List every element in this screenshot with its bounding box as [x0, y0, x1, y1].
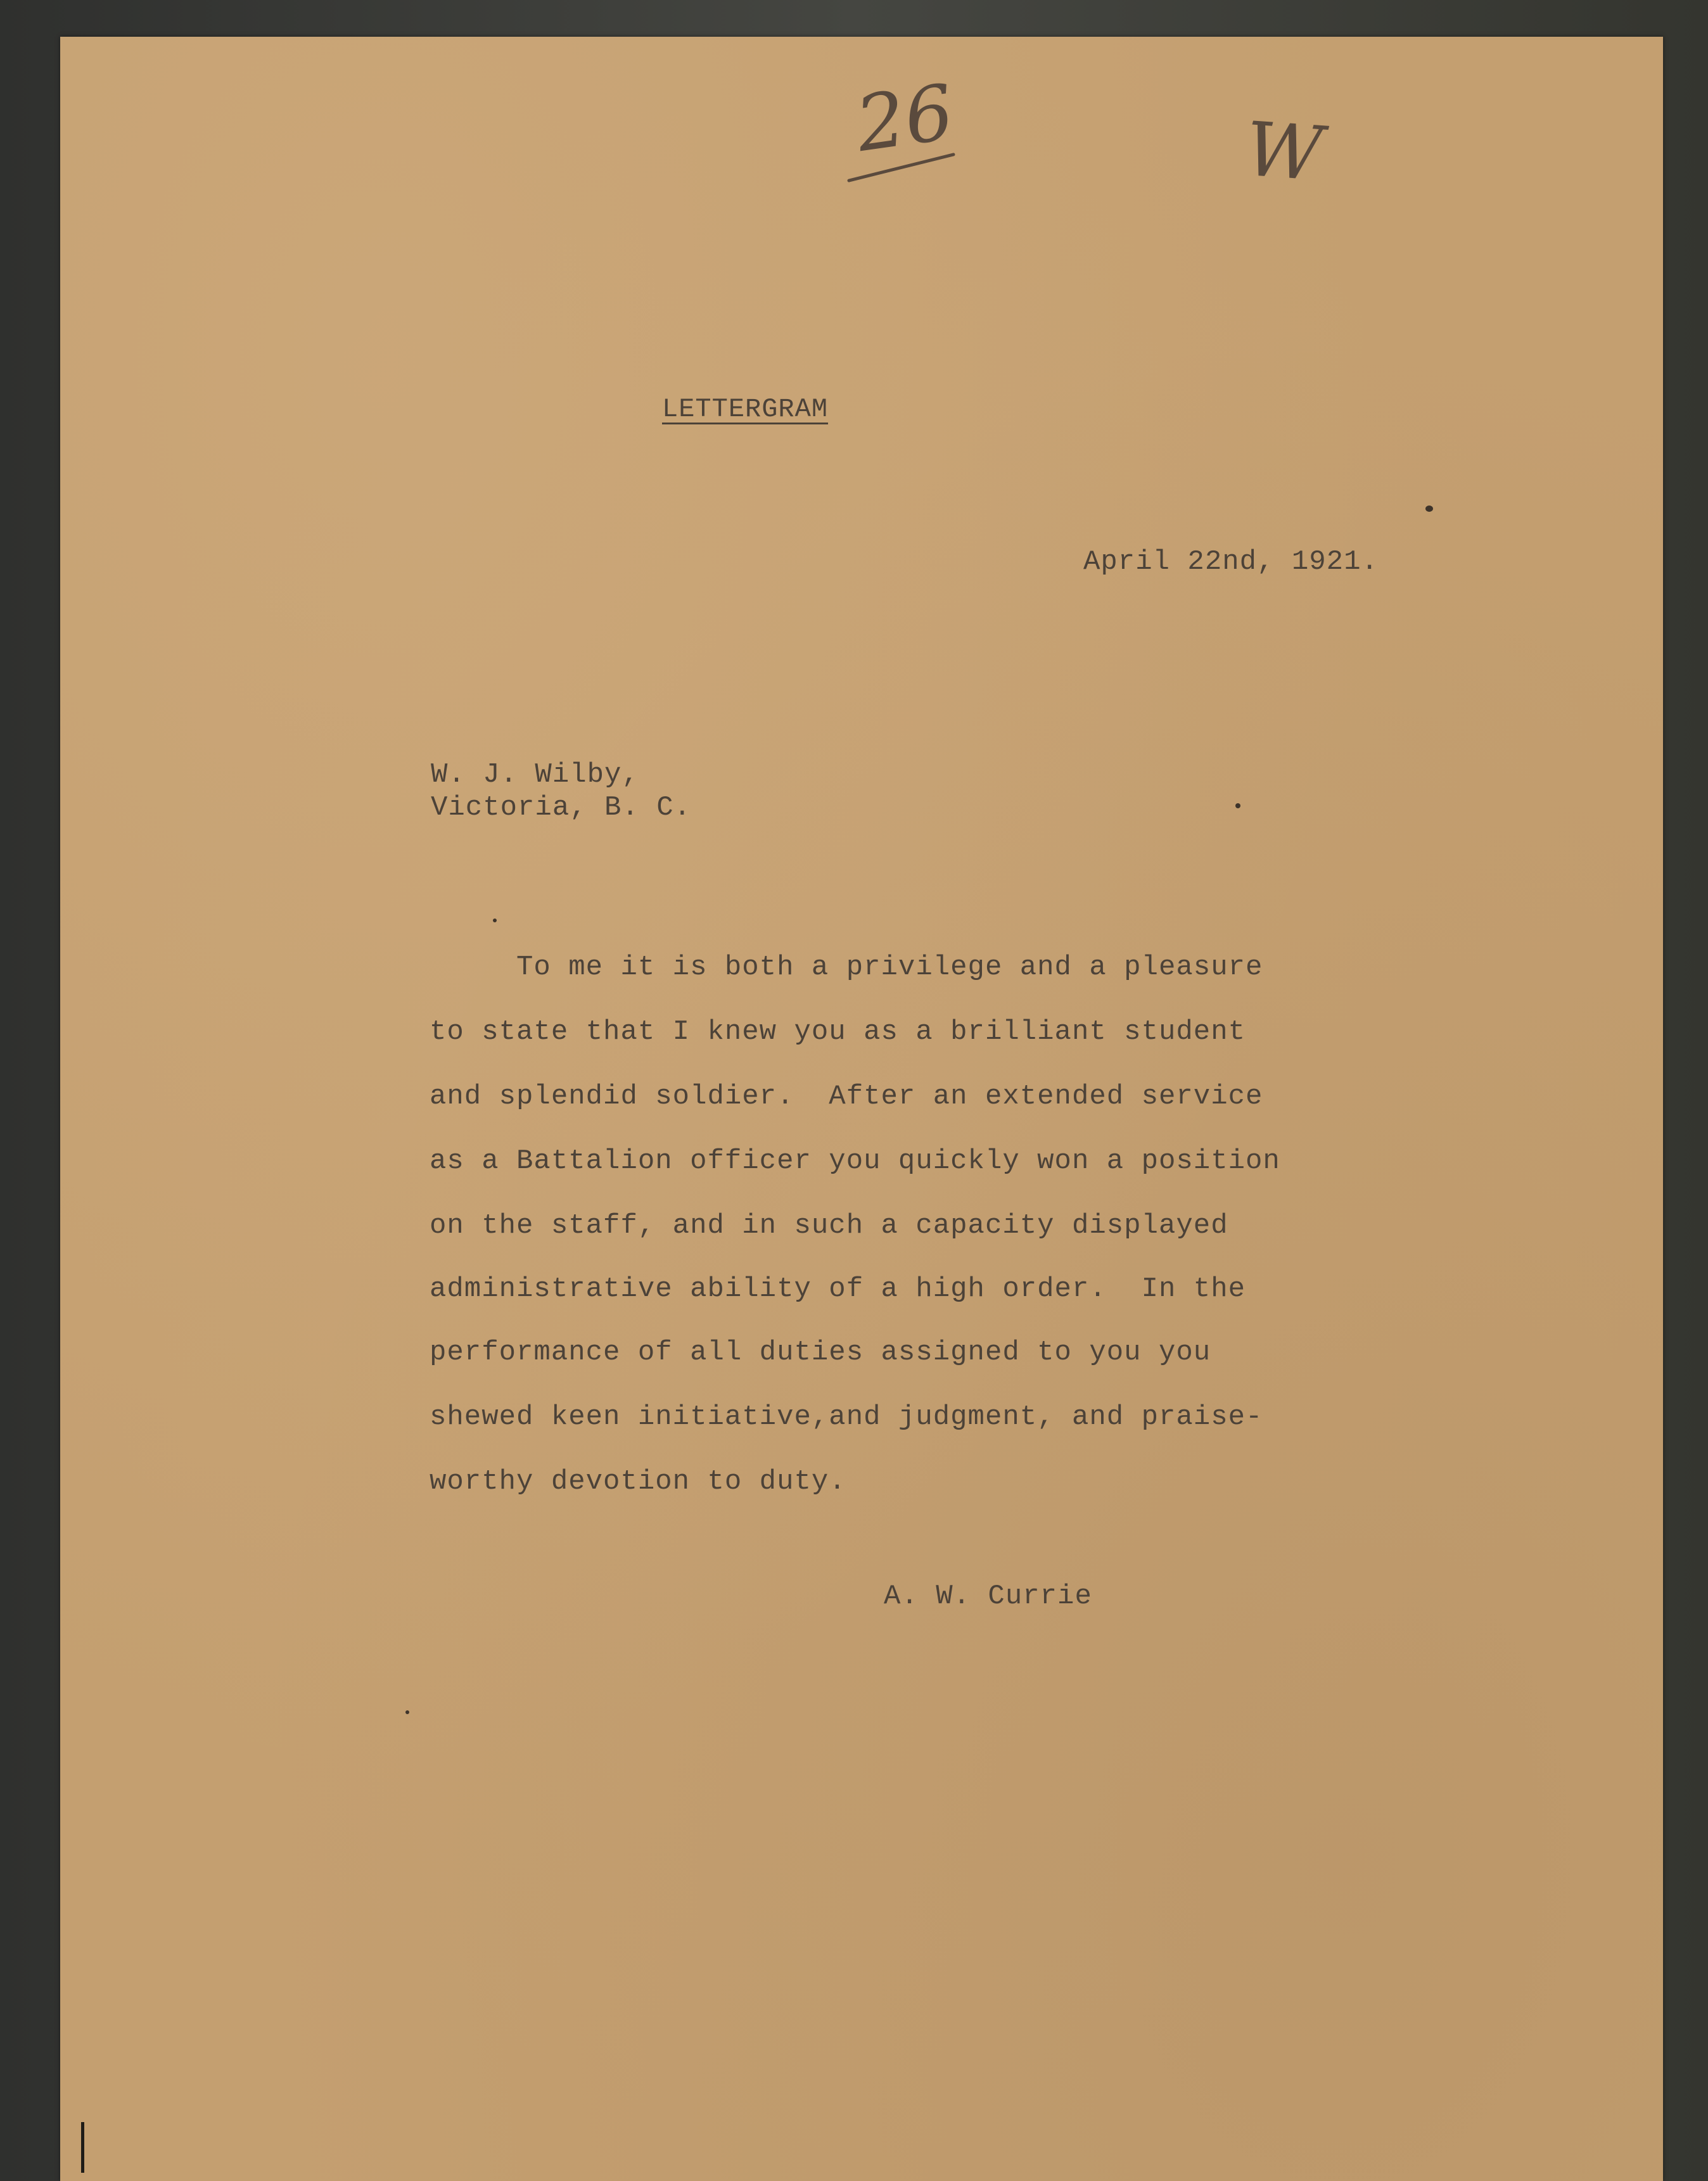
body-line: To me it is both a privilege and a pleasure [430, 951, 1263, 983]
handwritten-page-number: 26 [851, 68, 959, 169]
recipient-place: Victoria, B. C. [431, 792, 692, 823]
handwritten-corner-mark: W [1242, 105, 1325, 198]
body-line: on the staff, and in such a capacity displayed [430, 1210, 1228, 1242]
recipient-name: W. J. Wilby, [431, 759, 639, 791]
body-line: as a Battalion officer you quickly won a position [430, 1145, 1280, 1177]
ink-speck [493, 919, 497, 922]
signature: A. W. Currie [884, 1580, 1092, 1612]
ink-speck [1235, 803, 1240, 808]
body-line: worthy devotion to duty. [430, 1466, 846, 1497]
body-line: shewed keen initiative,and judgment, and praise- [430, 1401, 1263, 1433]
body-line: administrative ability of a high order. In the [430, 1273, 1246, 1305]
body-line: to state that I knew you as a brilliant student [430, 1016, 1246, 1048]
body-line: performance of all duties assigned to you you [430, 1337, 1211, 1368]
letter-date: April 22nd, 1921. [1083, 546, 1379, 578]
body-line: and splendid soldier. After an extended service [430, 1081, 1263, 1112]
scan-edge-mark [81, 2122, 84, 2173]
ink-speck [405, 1710, 409, 1714]
letter-heading: LETTERGRAM [662, 394, 829, 424]
ink-speck [1425, 506, 1433, 512]
